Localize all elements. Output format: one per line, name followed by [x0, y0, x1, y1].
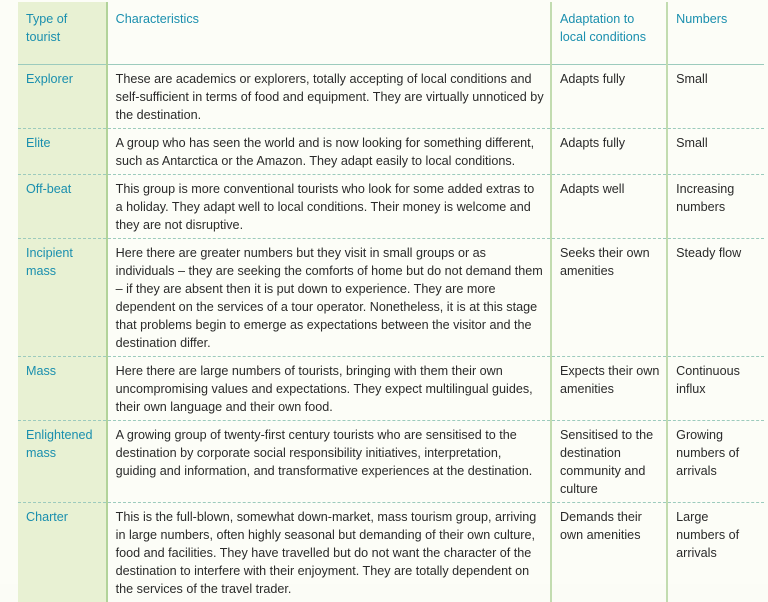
row-adaptation: Adapts fully: [551, 129, 667, 175]
header-characteristics: Characteristics: [107, 2, 551, 65]
row-characteristics: Here there are large numbers of tourists, bringing with them their own uncompromising values and expectations. They expect multilingual guides, their own language and their own food.: [107, 357, 551, 421]
row-characteristics: Here there are greater numbers but they visit in small groups or as individuals – they are seeking the comforts of home but do not demand them – if they are absent then it is put down to experience. They are more dependent on the services of a tour operator. Nonetheless, it is at this stage that problems begin to emerge as expectations between the visitor and the destination differ.: [107, 239, 551, 357]
row-type: Elite: [18, 129, 107, 175]
row-adaptation: Demands their own amenities: [551, 503, 667, 602]
row-numbers: Large numbers of arrivals: [667, 503, 764, 602]
header-numbers: Numbers: [667, 2, 764, 65]
row-type: Mass: [18, 357, 107, 421]
row-numbers: Small: [667, 65, 764, 129]
row-characteristics: This group is more conventional tourists who look for some added extras to a holiday. They adapt well to local conditions. Their money is welcome and they are not disruptive.: [107, 175, 551, 239]
row-type: Off-beat: [18, 175, 107, 239]
row-type: Incipient mass: [18, 239, 107, 357]
table-row: [18, 421, 764, 503]
header-row: [18, 2, 764, 65]
header-type: Type of tourist: [18, 2, 107, 65]
row-adaptation: Adapts well: [551, 175, 667, 239]
row-adaptation: Adapts fully: [551, 65, 667, 129]
row-adaptation: Expects their own amenities: [551, 357, 667, 421]
row-adaptation: Seeks their own amenities: [551, 239, 667, 357]
row-type: Charter: [18, 503, 107, 602]
row-numbers: Small: [667, 129, 764, 175]
table-row: [18, 503, 764, 602]
row-type: Enlightened mass: [18, 421, 107, 503]
row-characteristics: A growing group of twenty-first century tourists who are sensitised to the destination by corporate social responsibility initiatives, interpretation, guiding and information, and transformative experiences at the destination.: [107, 421, 551, 503]
table-row: [18, 129, 764, 175]
row-adaptation: Sensitised to the destination community and culture: [551, 421, 667, 503]
row-numbers: Growing numbers of arrivals: [667, 421, 764, 503]
header-adaptation: Adaptation to local conditions: [551, 2, 667, 65]
table-row: [18, 65, 764, 129]
table-row: [18, 175, 764, 239]
row-numbers: Increasing numbers: [667, 175, 764, 239]
table-row: [18, 357, 764, 421]
tourist-types-table: [18, 2, 764, 602]
row-characteristics: This is the full-blown, somewhat down-market, mass tourism group, arriving in large numbers, often highly seasonal but demanding of their own culture, food and facilities. They have travelled but do not want the character of the destination to interfere with their enjoyment. They are totally dependent on the services of the travel trader.: [107, 503, 551, 602]
row-numbers: Steady flow: [667, 239, 764, 357]
row-characteristics: A group who has seen the world and is now looking for something different, such as Antarctica or the Amazon. They adapt easily to local conditions.: [107, 129, 551, 175]
row-characteristics: These are academics or explorers, totally accepting of local conditions and self-sufficient in terms of food and equipment. They are virtually unnoticed by the destination.: [107, 65, 551, 129]
row-numbers: Continuous influx: [667, 357, 764, 421]
row-type: Explorer: [18, 65, 107, 129]
table-row: [18, 239, 764, 357]
